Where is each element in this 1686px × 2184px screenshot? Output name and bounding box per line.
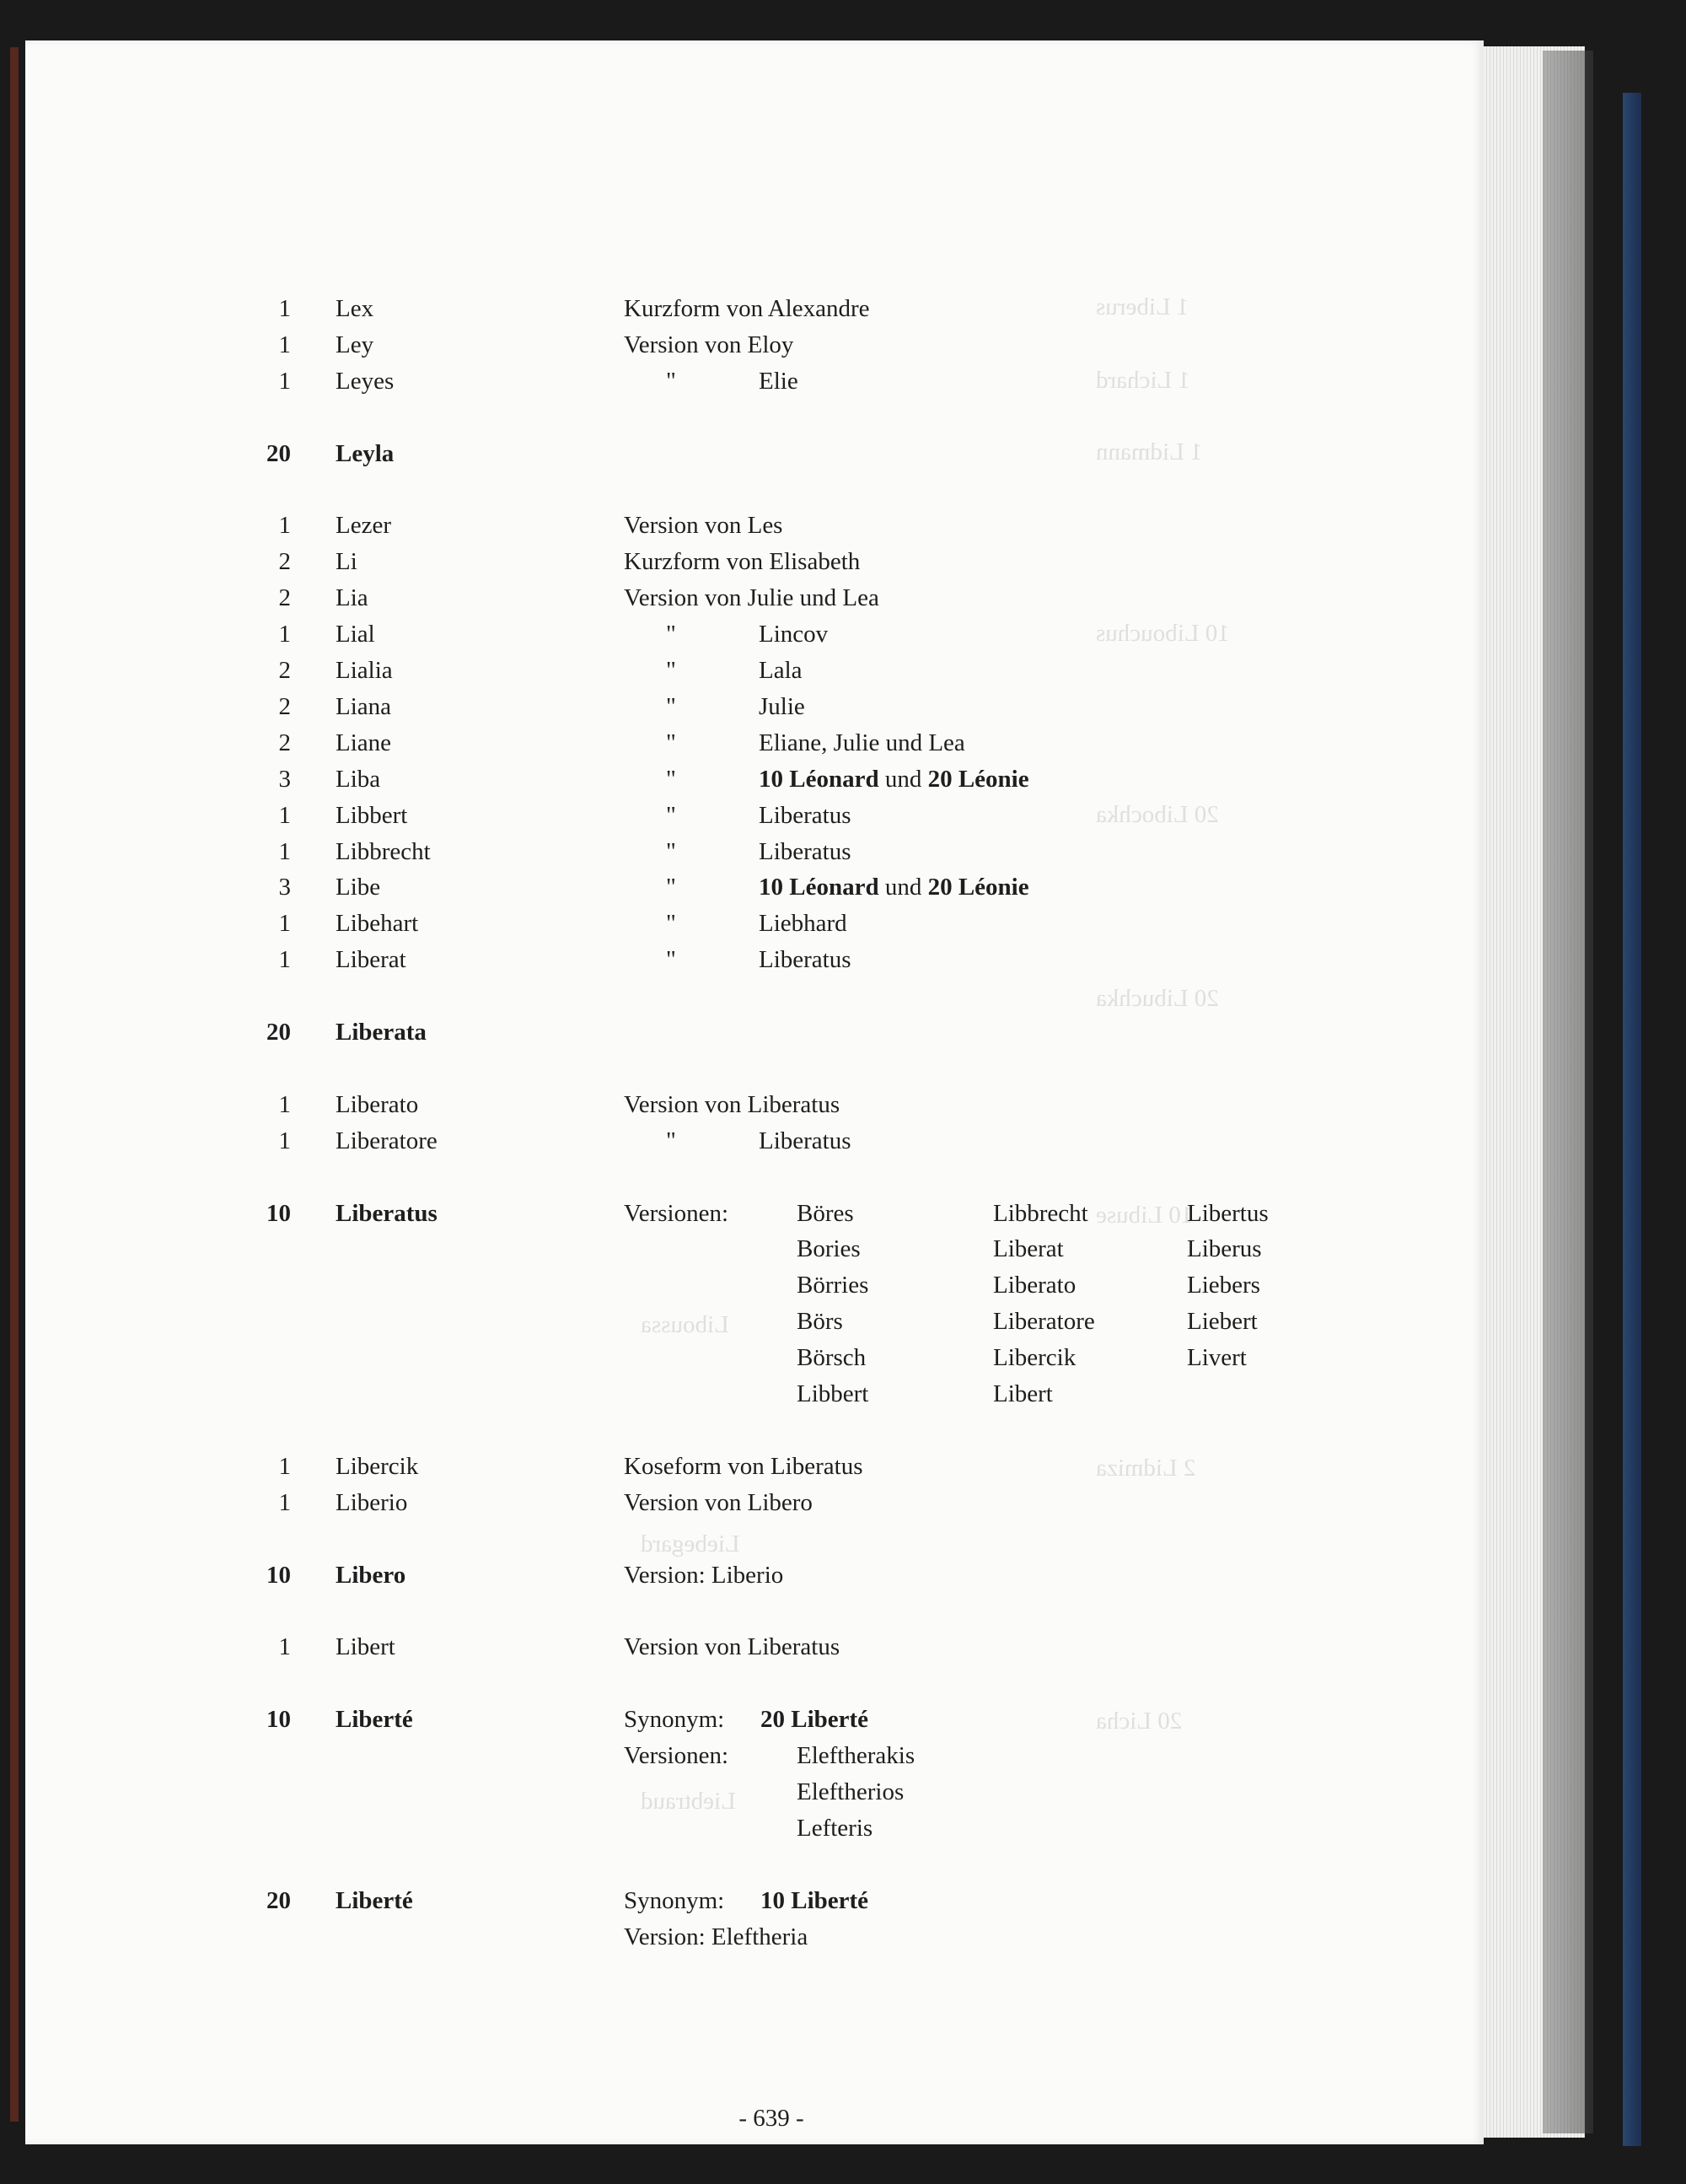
entry-frequency: 2: [278, 692, 291, 720]
entry-name: Leyes: [336, 367, 395, 395]
entry-frequency: 1: [278, 1633, 291, 1661]
version-name: Eleftherios: [797, 1778, 905, 1805]
entry-name: Lialia: [336, 657, 393, 684]
entry-frequency: 1: [278, 910, 291, 938]
version-name: Böres: [797, 1199, 854, 1227]
entry-frequency: 1: [278, 367, 291, 395]
ditto-mark: ": [666, 692, 676, 720]
reference-part: 20 Léonie: [927, 874, 1029, 901]
version-name: Liberat: [993, 1235, 1064, 1263]
version-name: Börs: [797, 1308, 843, 1336]
entry-frequency: 10: [266, 1706, 291, 1734]
entry-reference: [759, 875, 1029, 900]
synonym-label: Synonym:: [624, 1886, 725, 1914]
entry-name: Liberatus: [336, 1199, 438, 1227]
version-name: Libert: [993, 1380, 1053, 1407]
version-name: Liebers: [1187, 1272, 1260, 1299]
entry-frequency: 20: [266, 439, 291, 467]
entry-reference: Liberatus: [759, 801, 851, 829]
ditto-mark: ": [666, 874, 676, 901]
entry-frequency: 1: [278, 946, 291, 974]
entry-reference: Lincov: [759, 621, 829, 648]
entry-name: Libbert: [336, 801, 408, 829]
entry-frequency: 1: [278, 295, 291, 322]
ditto-mark: ": [666, 837, 676, 865]
entry-name: Lex: [336, 295, 374, 322]
entry-name: Liane: [336, 729, 392, 756]
page-number: - 639 -: [738, 2105, 804, 2132]
entry-name: Liberté: [336, 1706, 413, 1734]
entry-name: Lia: [336, 584, 368, 612]
ditto-mark: ": [666, 729, 676, 756]
entry-description: Version von Les: [624, 512, 783, 540]
reference-part: 10 Léonard: [759, 765, 879, 793]
entry-description: Version von Libero: [624, 1488, 813, 1516]
entry-frequency: 1: [278, 1090, 291, 1118]
reference-part: und: [878, 765, 928, 793]
synonym-label: Synonym:: [624, 1706, 725, 1734]
entry-frequency: 1: [278, 837, 291, 865]
entry-description: Version von Liberatus: [624, 1090, 840, 1118]
entry-name: Leyla: [336, 439, 395, 467]
entry-description: Version von Julie und Lea: [624, 584, 879, 612]
book-spine-edge: [10, 47, 19, 2122]
entry-frequency: 1: [278, 1488, 291, 1516]
entry-name: Libercik: [336, 1452, 419, 1480]
entry-name: Liberatore: [336, 1127, 438, 1154]
entry-name: Libero: [336, 1561, 406, 1589]
version-name: Bories: [797, 1235, 861, 1263]
entry-frequency: 3: [278, 765, 291, 793]
reference-part: und: [878, 874, 928, 901]
entry-name: Liba: [336, 765, 381, 793]
ditto-mark: ": [666, 910, 676, 938]
book-cover-edge: [1623, 93, 1641, 2146]
version-name: Börries: [797, 1272, 869, 1299]
entry-frequency: 20: [266, 1886, 291, 1914]
version-name: Liberatore: [993, 1308, 1095, 1336]
entry-reference: Liebhard: [759, 910, 847, 938]
entry-frequency: 10: [266, 1199, 291, 1227]
entry-frequency: 1: [278, 512, 291, 540]
entry-description: Version: Liberio: [624, 1561, 784, 1589]
entry-frequency: 3: [278, 874, 291, 901]
ditto-mark: ": [666, 946, 676, 974]
version-name: Libercik: [993, 1344, 1077, 1372]
entry-name: Lezer: [336, 512, 391, 540]
version-name: Börsch: [797, 1344, 867, 1372]
version-name: Libbert: [797, 1380, 869, 1407]
entry-frequency: 2: [278, 548, 291, 576]
entry-reference: Liberatus: [759, 1127, 851, 1154]
entry-frequency: 1: [278, 1452, 291, 1480]
versions-label: Versionen:: [624, 1199, 729, 1227]
entry-reference: Liberatus: [759, 946, 851, 974]
entry-reference: Elie: [759, 367, 798, 395]
entry-reference: [759, 767, 1029, 792]
ditto-mark: ": [666, 367, 676, 395]
entry-frequency: 2: [278, 657, 291, 684]
entry-name: Liana: [336, 692, 392, 720]
reference-part: 20 Léonie: [927, 765, 1029, 793]
entry-description: Koseform von Liberatus: [624, 1452, 863, 1480]
entry-name: Ley: [336, 331, 374, 358]
entry-name: Libbrecht: [336, 837, 431, 865]
ditto-mark: ": [666, 801, 676, 829]
synonym-reference: 20 Liberté: [760, 1706, 869, 1734]
entry-reference: Lala: [759, 657, 803, 684]
entry-frequency: 1: [278, 331, 291, 358]
version-name: Liberus: [1187, 1235, 1262, 1263]
ditto-mark: ": [666, 657, 676, 684]
ditto-mark: ": [666, 1127, 676, 1154]
entry-name: Li: [336, 548, 357, 576]
reference-part: 10 Léonard: [759, 874, 879, 901]
entry-description: Kurzform von Alexandre: [624, 295, 870, 322]
synonym-reference: 10 Liberté: [760, 1886, 869, 1914]
entry-description: Kurzform von Elisabeth: [624, 548, 861, 576]
entry-frequency: 10: [266, 1561, 291, 1589]
entry-reference: Julie: [759, 692, 805, 720]
ditto-mark: ": [666, 621, 676, 648]
entry-name: Libehart: [336, 910, 419, 938]
version-name: Liberato: [993, 1272, 1077, 1299]
entry-name: Liberato: [336, 1090, 419, 1118]
entry-frequency: 1: [278, 801, 291, 829]
version-name: Libertus: [1187, 1199, 1269, 1227]
entry-frequency: 2: [278, 729, 291, 756]
entry-name: Liberat: [336, 946, 406, 974]
entry-description: Version von Eloy: [624, 331, 794, 358]
version-name: Eleftherakis: [797, 1742, 915, 1769]
entry-name: Liberata: [336, 1019, 427, 1046]
entry-name: Lial: [336, 621, 375, 648]
version-name: Liebert: [1187, 1308, 1258, 1336]
entry-name: Liberté: [336, 1886, 413, 1914]
entry-frequency: 20: [266, 1019, 291, 1046]
versions-label: Versionen:: [624, 1742, 729, 1769]
entry-frequency: 1: [278, 1127, 291, 1154]
ditto-mark: ": [666, 765, 676, 793]
entry-reference: Eliane, Julie und Lea: [759, 729, 965, 756]
entry-name: Libert: [336, 1633, 395, 1661]
page-stack-shadow: [1543, 51, 1593, 2133]
version-name: Lefteris: [797, 1814, 873, 1842]
entry-frequency: 1: [278, 621, 291, 648]
version-name: Livert: [1187, 1344, 1247, 1372]
version-line: Version: Eleftheria: [624, 1923, 808, 1950]
entry-frequency: 2: [278, 584, 291, 612]
entry-description: Version von Liberatus: [624, 1633, 840, 1661]
entry-name: Libe: [336, 874, 381, 901]
entry-name: Liberio: [336, 1488, 408, 1516]
version-name: Libbrecht: [993, 1199, 1088, 1227]
entry-reference: Liberatus: [759, 837, 851, 865]
